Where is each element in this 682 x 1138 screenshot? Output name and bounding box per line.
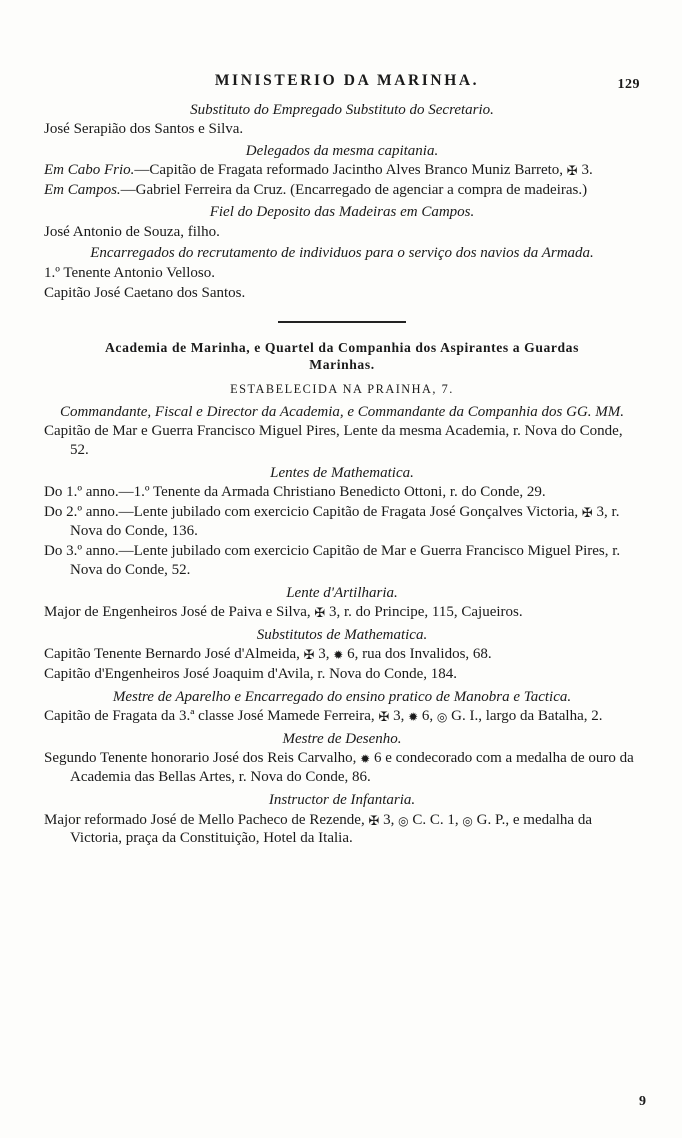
entry-francisco-miguel-pires-1: Capitão de Mar e Guerra Francisco Miguel Pires, Lente da mesma Academia, r. Nova do Conde, 52. [44, 423, 623, 459]
section-divider [278, 321, 406, 323]
page-number: 129 [617, 77, 640, 92]
entry-francisco-miguel-pires-2: Do 3.º anno.—Lente jubilado com exercicio Capitão de Mar e Guerra Francisco Miguel Pires, r. Nova do Conde, 52. [44, 542, 621, 578]
circle-order-icon: ◎ [398, 813, 409, 828]
entry-cabo-frio-tail: 3. [577, 162, 593, 179]
entry-bernardo-b: 3, [314, 646, 334, 663]
entry-jose-antonio-souza: José Antonio de Souza, filho. [44, 223, 220, 240]
entry-goncalves-victoria-b: 3, r. Nova do Conde, 136. [70, 504, 620, 540]
subheading-mestre-desenho: Mestre de Desenho. [282, 731, 402, 748]
subheading-lente-artilharia: Lente d'Artilharia. [286, 584, 398, 601]
rosette-order-icon: ✹ [408, 710, 419, 725]
entry-rezende-b: 3, [379, 811, 399, 828]
entry-cabo-frio-text: —Capitão de Fragata reformado Jacintho Alves Branco Muniz Barreto, [134, 162, 567, 179]
entry-jose-reis-carvalho [44, 749, 640, 787]
subheading-encarregados-recrutamento: Encarregados do recrutamento de individuos para o serviço dos navios da Armada. [90, 245, 594, 262]
entry-campos [44, 181, 640, 200]
page-header [44, 72, 640, 98]
entry-bernardo-c: 6, rua dos Invalidos, 68. [343, 646, 492, 663]
page-content [44, 72, 640, 849]
cross-order-icon: ✠ [368, 813, 380, 829]
entry-jose-paiva-b: 3, r. do Principe, 115, Cajueiros. [325, 604, 523, 620]
cross-order-icon: ✠ [581, 506, 593, 522]
subheading-fiel-deposito: Fiel do Deposito das Madeiras em Campos. [209, 204, 475, 221]
signature-number: 9 [639, 1094, 646, 1109]
entry-carvalho-b: 6 e condecorado com a medalha de ouro da Academia das Bellas Artes, r. Nova do Conde, 86. [70, 750, 634, 786]
entry-carvalho-a: Segundo Tenente honorario José dos Reis Carvalho, [44, 750, 361, 767]
entry-cabo-frio-place: Em Cabo Frio. [44, 162, 135, 179]
entry-rezende-d: G. P., e medalha da Victoria, praça da Constituição, Hotel da Italia. [70, 811, 592, 847]
page-title: MINISTERIO DA MARINHA. [214, 72, 480, 89]
subheading-commandante: Commandante, Fiscal e Director da Academia, e Commandante da Companhia dos GG. MM. [59, 403, 625, 420]
entry-goncalves-victoria-a: Do 2.º anno.—Lente jubilado com exercicio Capitão de Fragata José Gonçalves Victoria, [44, 504, 582, 521]
subheading-substituto-empregado: Substituto do Empregado Substituto do Secretario. [190, 102, 494, 118]
entry-joaquim-davila: Capitão d'Engenheiros José Joaquim d'Avila, r. Nova do Conde, 184. [44, 666, 457, 683]
circle-order-icon: ◎ [436, 710, 448, 725]
entry-rezende-c: C. C. 1, [408, 811, 463, 828]
entry-mamede-a: Capitão de Fragata da 3.ª classe José Mamede Ferreira, [44, 708, 379, 725]
subheading-delegados: Delegados da mesma capitania. [245, 143, 439, 160]
cross-order-icon: ✠ [303, 648, 315, 664]
entry-goncalves-victoria [44, 503, 640, 541]
entry-jose-caetano-santos: Capitão José Caetano dos Santos. [44, 284, 246, 301]
entry-campos-place: Em Campos. [44, 182, 121, 199]
entry-mello-pacheco-rezende [44, 811, 640, 849]
circle-order-icon: ◎ [462, 813, 473, 828]
entry-mamede-c: 6, [418, 708, 437, 725]
entry-campos-text: —Gabriel Ferreira da Cruz. (Encarregado de agenciar a compra de madeiras.) [120, 182, 588, 199]
entry-jose-paiva-a: Major de Engenheiros José de Paiva e Silva, [44, 604, 315, 620]
entry-mamede-d: G. I., largo da Batalha, 2. [447, 708, 603, 725]
cross-order-icon: ✠ [566, 164, 578, 180]
subheading-lentes-mathematica: Lentes de Mathematica. [270, 464, 414, 481]
subheading-substitutos-mathematica: Substitutos de Mathematica. [256, 626, 428, 643]
entry-jose-mamede-ferreira [44, 707, 640, 726]
entry-antonio-velloso: 1.º Tenente Antonio Velloso. [44, 264, 215, 281]
entry-rezende-a: Major reformado José de Mello Pacheco de Rezende, [44, 811, 369, 828]
entry-mamede-b: 3, [389, 708, 409, 725]
establishment-address: ESTABELECIDA NA PRAINHA, 7. [230, 381, 454, 396]
entry-jose-serapiao: José Serapião dos Santos e Silva. [44, 121, 244, 138]
rosette-order-icon: ✹ [360, 752, 371, 767]
entry-jose-paiva-silva [44, 603, 640, 622]
entry-christiano-ottoni: Do 1.º anno.—1.º Tenente da Armada Christiano Benedicto Ottoni, r. do Conde, 29. [44, 484, 546, 501]
cross-order-icon: ✠ [378, 710, 390, 726]
section-heading-academia: Academia de Marinha, e Quartel da Companhia dos Aspirantes a Guardas Marinhas. [105, 339, 579, 373]
subheading-mestre-aparelho: Mestre de Aparelho e Encarregado do ensino pratico de Manobra e Tactica. [112, 688, 572, 705]
entry-bernardo-a: Capitão Tenente Bernardo José d'Almeida, [44, 646, 304, 663]
entry-cabo-frio [44, 161, 640, 180]
subheading-instructor-infantaria: Instructor de Infantaria. [268, 792, 416, 809]
entry-bernardo-almeida [44, 645, 640, 664]
rosette-order-icon: ✹ [333, 648, 344, 663]
cross-order-icon: ✠ [314, 606, 326, 621]
